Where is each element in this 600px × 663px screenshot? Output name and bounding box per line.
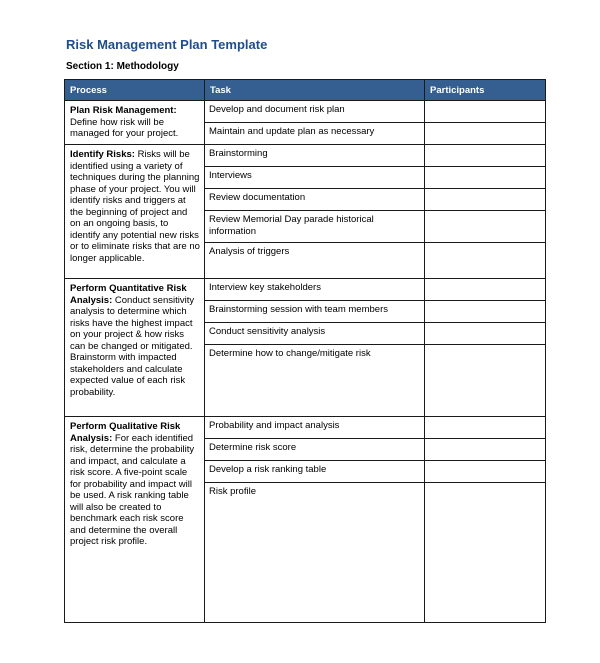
participants-cell[interactable] [425, 101, 546, 123]
process-cell [65, 417, 205, 623]
document-title: Risk Management Plan Template [66, 37, 268, 52]
process-description: For each identified risk, determine the probability and impact, and calculate a risk score. A five-point scale for probability and impact will be used. A risk ranking table will also be created to benchmark each risk score and determine the overall project risk profile. [70, 432, 195, 547]
header-participants: Participants [425, 80, 546, 101]
task-cell[interactable]: Review Memorial Day parade historical information [205, 211, 425, 243]
participants-cell[interactable] [425, 323, 546, 345]
participants-cell[interactable] [425, 189, 546, 211]
task-cell[interactable]: Interview key stakeholders [205, 279, 425, 301]
header-task: Task [205, 80, 425, 101]
task-cell[interactable]: Risk profile [205, 483, 425, 623]
table-row [65, 101, 546, 123]
task-cell[interactable]: Develop and document risk plan [205, 101, 425, 123]
task-cell[interactable]: Maintain and update plan as necessary [205, 123, 425, 145]
process-cell [65, 101, 205, 145]
participants-cell[interactable] [425, 167, 546, 189]
table-row [65, 145, 546, 167]
task-cell[interactable]: Brainstorming session with team members [205, 301, 425, 323]
process-description: Risks will be identified using a variety of techniques during the planning phase of your project. You will identify risks and triggers at the beginning of project and on an ongoing basis, to identify any potential new risks or to eliminate risks that are no longer applicable. [70, 149, 200, 264]
table-header-row [65, 80, 546, 101]
table-row [65, 279, 546, 301]
participants-cell[interactable] [425, 123, 546, 145]
header-process: Process [65, 80, 205, 101]
participants-cell[interactable] [425, 461, 546, 483]
participants-cell[interactable] [425, 417, 546, 439]
participants-cell[interactable] [425, 279, 546, 301]
task-cell[interactable]: Determine risk score [205, 439, 425, 461]
task-cell[interactable]: Interviews [205, 167, 425, 189]
process-cell [65, 279, 205, 417]
participants-cell[interactable] [425, 145, 546, 167]
table-row [65, 417, 546, 439]
task-cell[interactable]: Develop a risk ranking table [205, 461, 425, 483]
process-description: Conduct sensitivity analysis to determine which risks have the highest impact on your project & how risks can be changed or mitigated. Brainstorm with impacted stakeholders and calculate expected value of each risk probability. [70, 294, 195, 398]
participants-cell[interactable] [425, 243, 546, 279]
methodology-table [64, 79, 546, 623]
task-cell[interactable]: Analysis of triggers [205, 243, 425, 279]
process-name: Perform Quantitative Risk Analysis: [70, 283, 187, 306]
participants-cell[interactable] [425, 439, 546, 461]
process-cell [65, 145, 205, 279]
process-description: Define how risk will be managed for your project. [70, 116, 179, 139]
participants-cell[interactable] [425, 301, 546, 323]
task-cell[interactable]: Probability and impact analysis [205, 417, 425, 439]
process-name: Identify Risks: [70, 149, 135, 160]
participants-cell[interactable] [425, 345, 546, 417]
participants-cell[interactable] [425, 483, 546, 623]
task-cell[interactable]: Conduct sensitivity analysis [205, 323, 425, 345]
process-name: Perform Qualitative Risk Analysis: [70, 421, 181, 444]
section-heading: Section 1: Methodology [66, 61, 179, 72]
task-cell[interactable]: Brainstorming [205, 145, 425, 167]
task-cell[interactable]: Review documentation [205, 189, 425, 211]
task-cell[interactable]: Determine how to change/mitigate risk [205, 345, 425, 417]
participants-cell[interactable] [425, 211, 546, 243]
process-name: Plan Risk Management: [70, 105, 177, 116]
